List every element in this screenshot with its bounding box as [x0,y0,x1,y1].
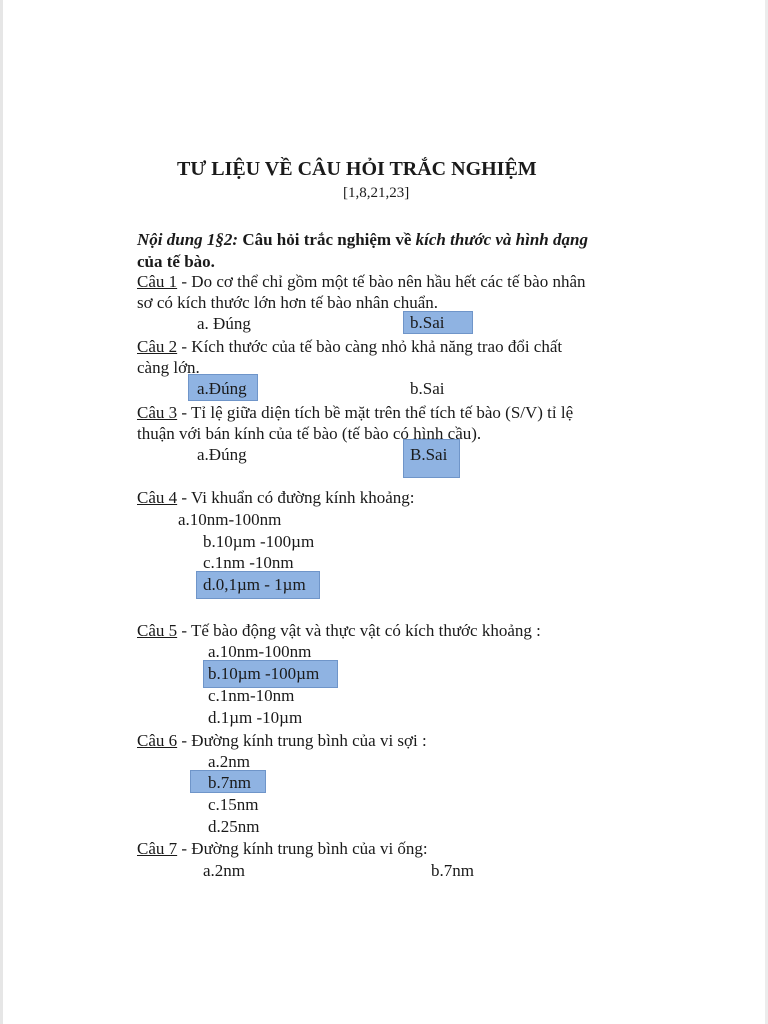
question-6-option-a: a.2nm [208,752,251,771]
question-6-line1 [137,731,427,751]
question-1-option-a: a. Đúng [197,314,251,333]
question-4-option-b: b.10µm -100µm [203,532,315,551]
question-3-line2: thuận với bán kính của tế bào (tế bào có hình cầu). [137,424,482,443]
question-2-option-b: b.Sai [410,379,445,398]
question-2-option-a: a.Đúng [197,379,247,398]
references: [1,8,21,23] [343,185,410,201]
question-3-text: - Tỉ lệ giữa diện tích bề mặt trên thể tích tế bào (S/V) tỉ lệ [181,403,574,422]
question-6-option-c: c.15nm [208,795,259,814]
question-7-option-b: b.7nm [431,861,474,880]
question-1-text: - Do cơ thể chỉ gồm một tế bào nên hầu hết các tế bào nhân [181,272,586,291]
section-topic: kích thước và hình dạng [415,230,588,249]
question-1-option-b: b.Sai [410,313,445,332]
page-title: TƯ LIỆU VỀ CÂU HỎI TRẮC NGHIỆM [177,158,537,180]
question-6-text: - Đường kính trung bình của vi sợi : [181,731,427,750]
question-4-option-c: c.1nm -10nm [203,553,294,572]
question-5-line1 [137,621,541,641]
question-4-option-d: d.0,1µm - 1µm [203,575,306,594]
question-4-line1 [137,488,415,508]
question-1-line1 [137,272,586,292]
section-intro: Câu hỏi trắc nghiệm về [242,230,412,249]
question-7-text: - Đường kính trung bình của vi ống: [181,839,428,858]
question-2-number: Câu 2 [137,337,178,356]
question-4-text: - Vi khuẩn có đường kính khoảng: [181,488,415,507]
question-3-option-b: B.Sai [410,445,448,464]
question-6-option-d: d.25nm [208,817,260,836]
page-edge-left [0,0,3,1024]
section-label: Nội dung 1§2: [137,230,239,249]
question-2-text: - Kích thước của tế bào càng nhỏ khả năng trao đổi chất [181,337,563,356]
question-3-number: Câu 3 [137,403,178,422]
question-2-line2: càng lớn. [137,358,200,377]
question-5-option-c: c.1nm-10nm [208,686,295,705]
question-4-option-a: a.10nm-100nm [178,510,282,529]
question-6-number: Câu 6 [137,731,178,750]
question-7-option-a: a.2nm [203,861,246,880]
question-5-number: Câu 5 [137,621,178,640]
question-7-line1 [137,839,428,859]
question-1-line2: sơ có kích thước lớn hơn tế bào nhân chuẩn. [137,293,439,312]
question-6-option-b: b.7nm [208,773,251,792]
question-2-line1 [137,337,562,357]
question-5-text: - Tế bào động vật và thực vật có kích thước khoảng : [181,621,541,640]
question-3-line1 [137,403,573,423]
section-heading-line1 [137,230,588,250]
question-4-number: Câu 4 [137,488,178,507]
question-7-number: Câu 7 [137,839,178,858]
question-5-option-b: b.10µm -100µm [208,664,320,683]
question-3-option-a: a.Đúng [197,445,247,464]
question-5-option-a: a.10nm-100nm [208,642,312,661]
section-heading-line2: của tế bào. [137,252,215,271]
question-1-number: Câu 1 [137,272,178,291]
question-5-option-d: d.1µm -10µm [208,708,303,727]
